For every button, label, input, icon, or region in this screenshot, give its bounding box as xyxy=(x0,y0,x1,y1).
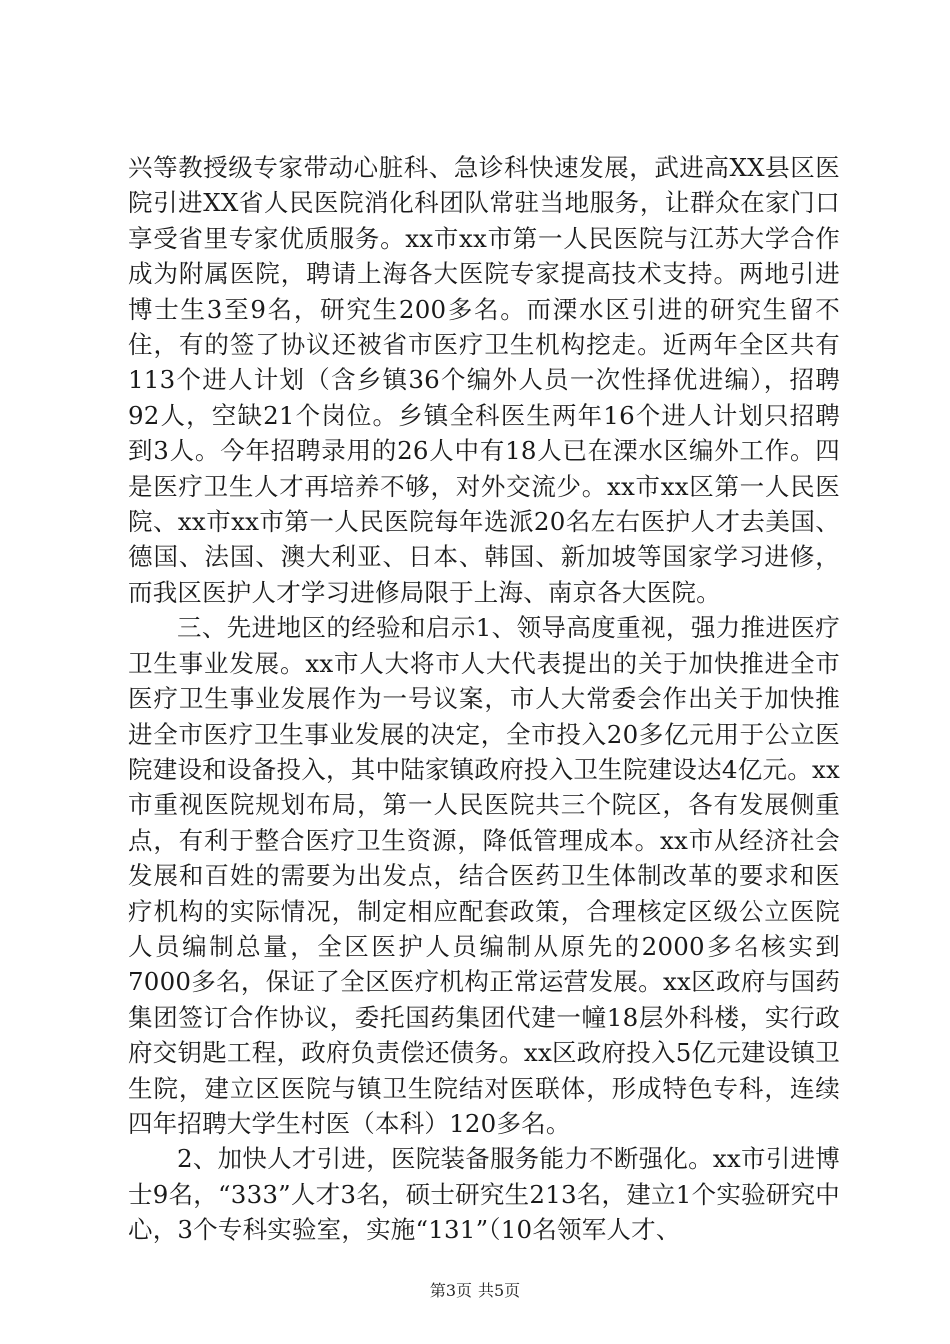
paragraph-3: 2、加快人才引进，医院装备服务能力不断强化。xx市引进博士9名，“333”人才3名，硕士研究生213名，建立1个实验研究中心，3个专科实验室，实施“131”（10名领军人才、 xyxy=(128,1144,840,1245)
page-number: 第3页 xyxy=(429,1281,472,1300)
paragraph-1: 兴等教授级专家带动心脏科、急诊科快速发展，武进高XX县区医院引进XX省人民医院消化科团队常驻当地服务，让群众在家门口享受省里专家优质服务。xx市xx市第一人民医院与江苏大学合作成为附属医院，聘请上海各大医院专家提高技术支持。两地引进博士生3至9名，研究生200多名。而溧水区引进的研究生留不住，有的签了协议还被省市医疗卫生机构挖走。近两年全区共有113个进人计划（含乡镇36个编外人员一次性择优进编），招聘92人，空缺21个岗位。乡镇全科医生两年16个进人计划只招聘到3人。今年招聘录用的26人中有18人已在溧水区编外工作。四是医疗卫生人才再培养不够，对外交流少。xx市xx区第一人民医院、xx市xx市第一人民医院每年选派20名左右医护人才去美国、德国、法国、澳大利亚、日本、韩国、新加坡等国家学习进修，而我区医护人才学习进修局限于上海、南京各大医院。 xyxy=(128,153,840,607)
page-total: 共5页 xyxy=(478,1281,521,1300)
paragraph-2: 三、先进地区的经验和启示1、领导高度重视，强力推进医疗卫生事业发展。xx市人大将市人大代表提出的关于加快推进全市医疗卫生事业发展作为一号议案，市人大常委会作出关于加快推进全市医疗卫生事业发展的决定，全市投入20多亿元用于公立医院建设和设备投入，其中陆家镇政府投入卫生院建设达4亿元。xx市重视医院规划布局，第一人民医院共三个院区，各有发展侧重点，有利于整合医疗卫生资源，降低管理成本。xx市从经济社会发展和百姓的需要为出发点，结合医药卫生体制改革的要求和医疗机构的实际情况，制定相应配套政策，合理核定区级公立医院人员编制总量，全区医护人员编制从原先的2000多名核实到7000多名，保证了全区医疗机构正常运营发展。xx区政府与国药集团签订合作协议，委托国药集团代建一幢18层外科楼，实行政府交钥匙工程，政府负责偿还债务。xx区政府投入5亿元建设镇卫生院，建立区医院与镇卫生院结对医联体，形成特色专科，连续四年招聘大学生村医（本科）120多名。 xyxy=(128,613,840,1138)
body-text xyxy=(128,150,840,1248)
page-footer xyxy=(0,1278,950,1301)
